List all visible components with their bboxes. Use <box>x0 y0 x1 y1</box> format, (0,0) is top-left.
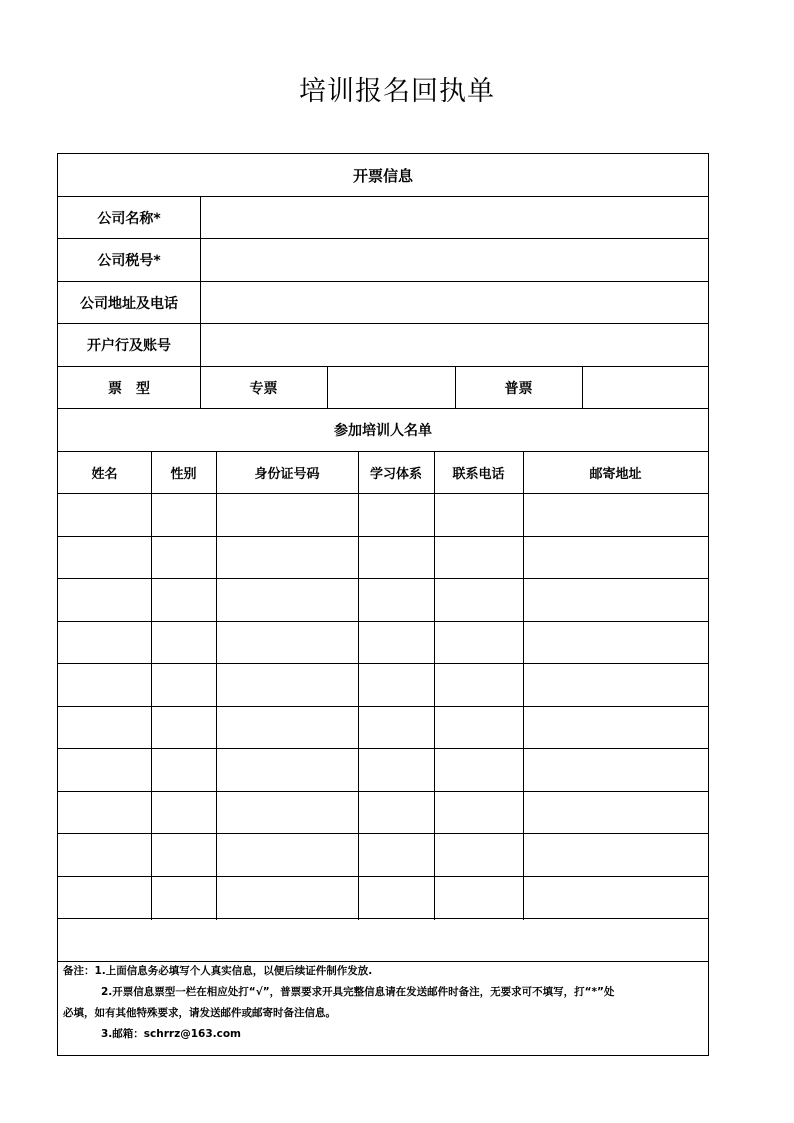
participant-cell[interactable] <box>217 877 358 920</box>
participant-cell[interactable] <box>59 749 151 792</box>
participant-cell[interactable] <box>59 664 151 707</box>
participant-cell[interactable] <box>524 834 708 877</box>
field-label: 公司名称* <box>97 210 161 227</box>
column-header: 联系电话 <box>452 467 505 483</box>
column-header: 身份证号码 <box>254 467 320 483</box>
participant-cell[interactable] <box>152 664 216 707</box>
participant-cell[interactable] <box>152 877 216 920</box>
participant-cell[interactable] <box>359 579 434 622</box>
participant-cell[interactable] <box>435 707 523 750</box>
column-header: 学习体系 <box>369 467 422 483</box>
participant-cell[interactable] <box>59 919 151 962</box>
participant-cell[interactable] <box>359 834 434 877</box>
participant-cell[interactable] <box>59 707 151 750</box>
participant-cell[interactable] <box>435 664 523 707</box>
participant-cell[interactable] <box>524 579 708 622</box>
field-input[interactable] <box>201 197 708 240</box>
participant-cell[interactable] <box>435 579 523 622</box>
participant-cell[interactable] <box>359 707 434 750</box>
participant-cell[interactable] <box>59 537 151 580</box>
field-input[interactable] <box>201 239 708 282</box>
field-label: 公司税号* <box>97 253 161 270</box>
ticket-option-special-checkbox[interactable] <box>328 367 454 410</box>
participant-cell[interactable] <box>435 919 523 962</box>
field-label: 公司地址及电话 <box>80 295 178 312</box>
note-line-3: 3.邮箱：schrrz@163.com <box>101 1028 241 1040</box>
invoice-section-header: 开票信息 <box>352 166 413 185</box>
participant-cell[interactable] <box>152 494 216 537</box>
field-label: 开户行及账号 <box>87 338 171 355</box>
participant-cell[interactable] <box>435 834 523 877</box>
participant-cell[interactable] <box>59 877 151 920</box>
note-line-2: 2.开票信息票型一栏在相应处打“√”，普票要求开具完整信息请在发送邮件时备注，无要求可不填写，打“*”处 <box>101 986 615 998</box>
participant-cell[interactable] <box>359 919 434 962</box>
participant-cell[interactable] <box>435 494 523 537</box>
ticket-option-normal-label: 普票 <box>504 380 533 397</box>
participant-cell[interactable] <box>217 579 358 622</box>
participant-cell[interactable] <box>359 877 434 920</box>
column-header: 邮寄地址 <box>589 467 642 483</box>
participant-cell[interactable] <box>152 749 216 792</box>
participant-cell[interactable] <box>59 834 151 877</box>
participant-cell[interactable] <box>524 919 708 962</box>
participant-cell[interactable] <box>217 664 358 707</box>
participant-cell[interactable] <box>435 537 523 580</box>
participant-cell[interactable] <box>152 579 216 622</box>
ticket-option-normal-checkbox[interactable] <box>583 367 708 410</box>
participant-cell[interactable] <box>217 749 358 792</box>
participant-cell[interactable] <box>524 494 708 537</box>
participant-cell[interactable] <box>359 792 434 835</box>
participant-cell[interactable] <box>524 707 708 750</box>
participant-cell[interactable] <box>359 664 434 707</box>
participant-cell[interactable] <box>435 622 523 665</box>
participant-cell[interactable] <box>152 622 216 665</box>
page-title: 培训报名回执单 <box>299 76 495 107</box>
column-header: 性别 <box>170 467 197 483</box>
registration-form <box>57 153 709 1056</box>
participant-cell[interactable] <box>217 792 358 835</box>
participant-cell[interactable] <box>152 792 216 835</box>
participant-cell[interactable] <box>152 537 216 580</box>
participant-cell[interactable] <box>524 749 708 792</box>
participant-cell[interactable] <box>217 622 358 665</box>
participant-cell[interactable] <box>435 792 523 835</box>
note-line-2-continued: 必填，如有其他特殊要求，请发送邮件或邮寄时备注信息。 <box>63 1007 336 1019</box>
participant-cell[interactable] <box>524 792 708 835</box>
participants-section-header: 参加培训人名单 <box>334 423 432 440</box>
participant-cell[interactable] <box>217 919 358 962</box>
participant-cell[interactable] <box>524 622 708 665</box>
participant-cell[interactable] <box>359 494 434 537</box>
participant-cell[interactable] <box>152 919 216 962</box>
column-header: 姓名 <box>91 467 118 483</box>
participant-cell[interactable] <box>59 622 151 665</box>
participant-cell[interactable] <box>59 792 151 835</box>
field-input[interactable] <box>201 282 708 325</box>
participant-cell[interactable] <box>59 494 151 537</box>
participant-cell[interactable] <box>435 877 523 920</box>
participant-cell[interactable] <box>359 622 434 665</box>
field-input[interactable] <box>201 324 708 367</box>
participant-cell[interactable] <box>217 494 358 537</box>
participant-cell[interactable] <box>59 579 151 622</box>
participant-cell[interactable] <box>152 834 216 877</box>
participant-cell[interactable] <box>217 707 358 750</box>
participant-cell[interactable] <box>435 749 523 792</box>
participant-cell[interactable] <box>217 834 358 877</box>
note-line-1: 备注：1.上面信息务必填写个人真实信息，以便后续证件制作发放. <box>63 965 373 977</box>
participant-cell[interactable] <box>152 707 216 750</box>
participant-cell[interactable] <box>217 537 358 580</box>
ticket-type-label: 票 型 <box>108 380 150 397</box>
notes-section <box>63 961 703 1045</box>
participant-cell[interactable] <box>359 749 434 792</box>
participant-cell[interactable] <box>524 537 708 580</box>
participant-cell[interactable] <box>359 537 434 580</box>
participant-cell[interactable] <box>524 664 708 707</box>
ticket-option-special-label: 专票 <box>249 380 278 397</box>
participant-cell[interactable] <box>524 877 708 920</box>
